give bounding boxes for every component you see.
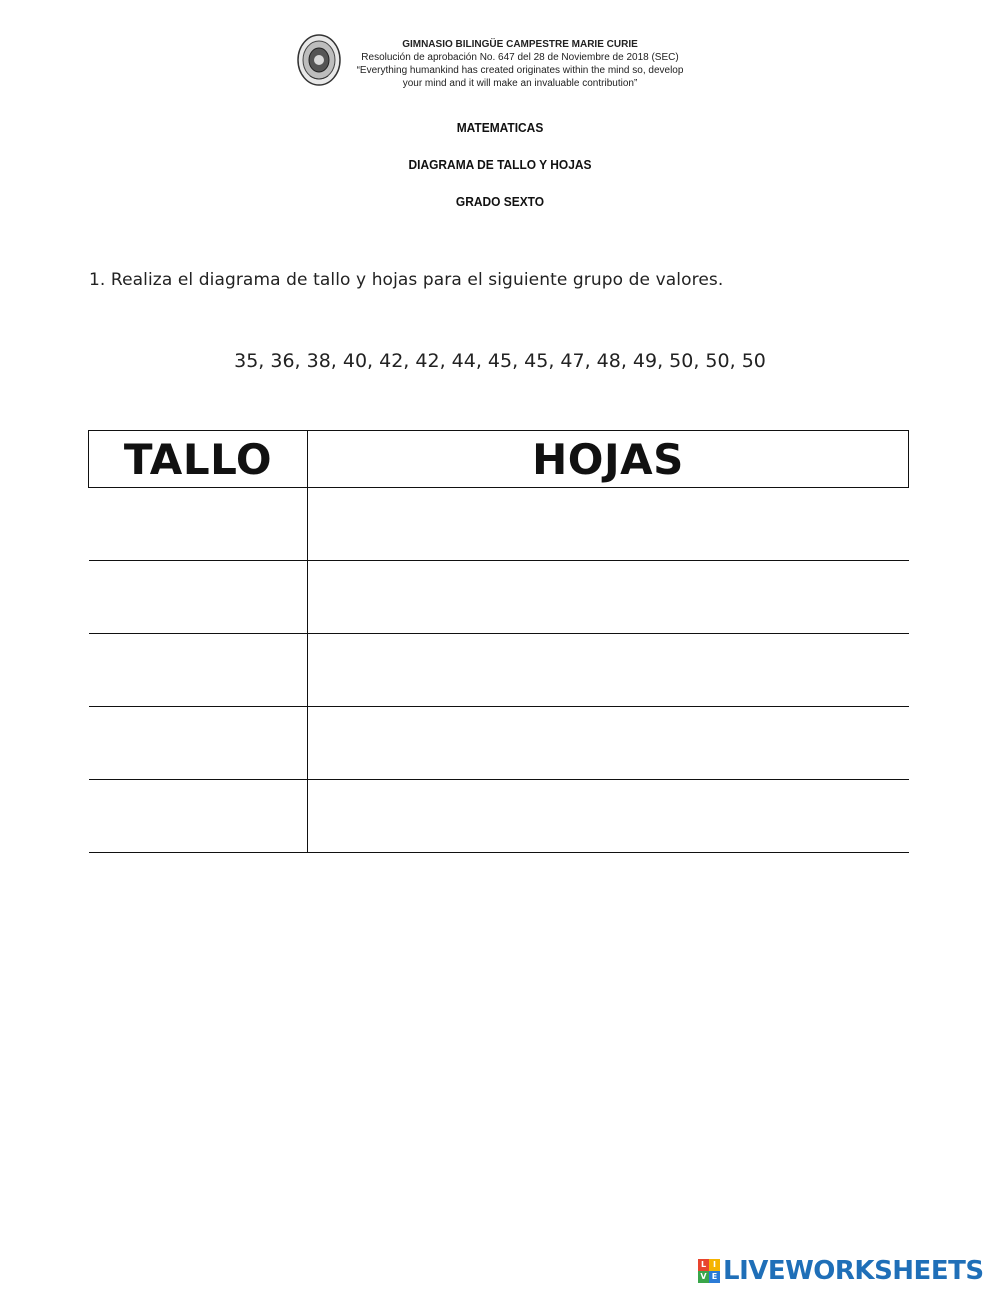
table-row <box>89 488 909 561</box>
stem-cell[interactable] <box>89 780 308 853</box>
logo-letter: L <box>698 1259 709 1271</box>
logo-letter: I <box>709 1259 720 1271</box>
quote-line-1: “Everything humankind has created originates within the mind so, develop <box>356 65 684 76</box>
data-values: 35, 36, 38, 40, 42, 42, 44, 45, 45, 47, 48, 49, 50, 50, 50 <box>234 350 766 372</box>
header-stem: TALLO <box>89 431 308 488</box>
leaves-cell[interactable] <box>308 707 909 780</box>
resolution-line: Resolución de aprobación No. 647 del 28 de Noviembre de 2018 (SEC) <box>361 52 679 63</box>
stem-cell[interactable] <box>89 488 308 561</box>
school-seal-icon <box>296 32 342 88</box>
table-row <box>89 561 909 634</box>
liveworksheets-watermark <box>698 1256 984 1286</box>
stem-cell[interactable] <box>89 561 308 634</box>
table-row <box>89 780 909 853</box>
header-leaves: HOJAS <box>308 431 909 488</box>
leaves-cell[interactable] <box>308 561 909 634</box>
grade-title: GRADO SEXTO <box>455 194 545 209</box>
logo-letter: V <box>698 1271 709 1283</box>
document-header <box>0 30 1000 100</box>
leaves-cell[interactable] <box>308 780 909 853</box>
liveworksheets-logo-icon <box>698 1259 720 1283</box>
quote-line-2: your mind and it will make an invaluable contribution” <box>402 78 638 89</box>
logo-letter: E <box>709 1271 720 1283</box>
header-text-block <box>340 38 700 90</box>
stem-cell[interactable] <box>89 707 308 780</box>
table-row <box>89 707 909 780</box>
table-header-row <box>89 431 909 488</box>
stem-leaf-table <box>88 430 909 853</box>
exercise-instruction: 1. Realiza el diagrama de tallo y hojas para el siguiente grupo de valores. <box>89 270 724 290</box>
table-row <box>89 634 909 707</box>
leaves-cell[interactable] <box>308 488 909 561</box>
watermark-text: LIVEWORKSHEETS <box>723 1256 984 1286</box>
school-name: GIMNASIO BILINGÜE CAMPESTRE MARIE CURIE <box>402 39 638 50</box>
subject-title: MATEMATICAS <box>456 120 544 135</box>
stem-cell[interactable] <box>89 634 308 707</box>
topic-title: DIAGRAMA DE TALLO Y HOJAS <box>408 157 592 172</box>
leaves-cell[interactable] <box>308 634 909 707</box>
